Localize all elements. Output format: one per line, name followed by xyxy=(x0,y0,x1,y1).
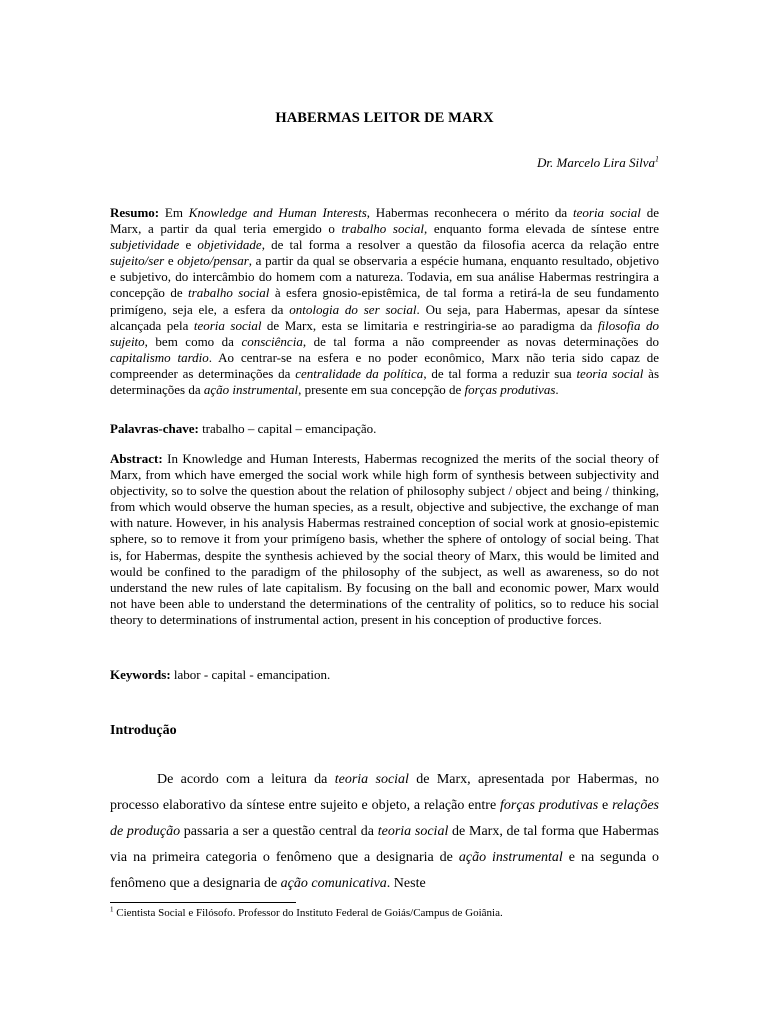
italic-term: forças produtivas xyxy=(464,382,556,398)
author-footnote-mark: 1 xyxy=(655,154,659,164)
document-page xyxy=(110,0,659,1024)
abstract-paragraph xyxy=(110,451,659,628)
footnote xyxy=(110,907,503,919)
resumo-text: Em Knowledge and Human Interests, Habermas reconhecera o mérito da teoria social de Marx, a partir da qual teria emergido o trabalho social, enquanto forma elevada de síntese entre subjetividade e objetividade, de tal forma a resolver a questão da filosofia acerca da relação entre sujeito/ser e objeto/pensar, a partir da qual se observaria a espécie humana, enquanto resultado, objetivo e subjetivo, do intercâmbio do homem com a natureza. Todavia, em sua análise Habermas restringira a concepção de trabalho social à esfera gnosio-epistêmica, de tal forma a retirá-la de seu fundamento primígeno, seja ele, a esfera da ontologia do ser social. Ou seja, para Habermas, apesar da síntese alcançada pela teoria social de Marx, esta se limitaria e restringiria-se ao paradigma da filosofia do sujeito, bem como da consciência, de tal forma a não compreender as novas determinações do capitalismo tardio. Ao centrar-se na esfera e no poder econômico, Marx não teria sido capaz de compreender as determinações da centralidade da política, de tal forma a reduzir sua teoria social às determinações da ação instrumental, presente em sua concepção de forças produtivas. xyxy=(110,205,660,398)
footnote-text: Cientista Social e Filósofo. Professor do Instituto Federal de Goiás/Campus de Goiânia. xyxy=(113,907,503,919)
paper-title: HABERMAS LEITOR DE MARX xyxy=(275,110,494,126)
italic-term: ação instrumental xyxy=(458,850,563,865)
abstract-text: In Knowledge and Human Interests, Habermas recognized the merits of the social theory of Marx, from which have emerged the social work while high form of synthesis between subjectivity and objectivity, so to solve the question about the relation of philosophy subject / object and being / thinking, from which would observe the human species, as a result, objective and subjective, the exchange of man with nature. However, in his analysis Habermas restrained conception of social work at gnosio-epistemic sphere, so to remove it from your primígeno basis, whether the sphere of ontology of social being. That is, for Habermas, despite the synthesis achieved by the social theory of Marx, this would be limited and would be confined to the paradigm of the philosophy of the subject, as well as awareness, so do not understand the new rules of late capitalism. By focusing on the ball and economic power, Marx would not have been able to understand the determinations of the centrality of politics, so to reduce his social theory to determinations of instrumental action, present in his conception of productive forces. xyxy=(110,451,659,627)
italic-term: filosofia do sujeito xyxy=(110,317,660,349)
intro-paragraph: De acordo com a leitura da teoria social de Marx, apresentada por Habermas, no processo elaborativo da síntese entre sujeito e objeto, a relação entre forças produtivas e relações de produção passaria a ser a questão central da teoria social de Marx, de tal forma que Habermas via na primeira categoria o fenômeno que a designaria de ação instrumental e na segunda o fenômeno que a designaria de ação comunicativa. Neste xyxy=(110,772,660,891)
italic-term: teoria social xyxy=(573,205,641,220)
italic-term: capitalismo tardio xyxy=(110,349,209,365)
resumo-label: Resumo: xyxy=(110,205,160,220)
italic-term: objetividade xyxy=(197,237,262,253)
italic-term: teoria social xyxy=(334,772,409,787)
keywords-text: labor - capital - emancipation. xyxy=(170,667,331,682)
footnote-divider xyxy=(110,902,296,903)
italic-term: forças produtivas xyxy=(500,798,599,813)
resumo-paragraph xyxy=(110,205,659,398)
italic-term: teoria social xyxy=(377,824,449,839)
italic-term: teoria social xyxy=(576,365,644,381)
author-line xyxy=(537,155,659,171)
keywords-label: Keywords: xyxy=(110,667,171,682)
footnote-mark: 1 xyxy=(110,905,114,914)
author-name: Dr. Marcelo Lira Silva xyxy=(537,155,655,170)
italic-term: Knowledge and Human Interests xyxy=(188,205,367,220)
italic-term: relações de produção xyxy=(110,798,659,839)
italic-term: teoria social xyxy=(193,317,262,333)
italic-term: subjetividade xyxy=(110,237,180,253)
italic-term: sujeito/ser xyxy=(110,253,165,269)
italic-term: ação instrumental xyxy=(203,382,299,398)
italic-term: consciência xyxy=(241,333,303,349)
keywords-paragraph xyxy=(110,667,659,683)
palavras-chave-paragraph xyxy=(110,421,659,437)
italic-term: trabalho social xyxy=(341,221,424,237)
italic-term: ontologia do ser social xyxy=(289,301,417,317)
italic-term: trabalho social xyxy=(188,285,270,301)
italic-term: centralidade da política xyxy=(295,365,424,381)
palavras-chave-text: trabalho – capital – emancipação. xyxy=(198,421,377,436)
italic-term: objeto/pensar xyxy=(177,253,249,269)
italic-term: ação comunicativa xyxy=(280,876,387,891)
abstract-label: Abstract: xyxy=(110,451,163,466)
section-heading-introducao: Introdução xyxy=(110,723,177,738)
palavras-chave-label: Palavras-chave: xyxy=(110,421,199,436)
